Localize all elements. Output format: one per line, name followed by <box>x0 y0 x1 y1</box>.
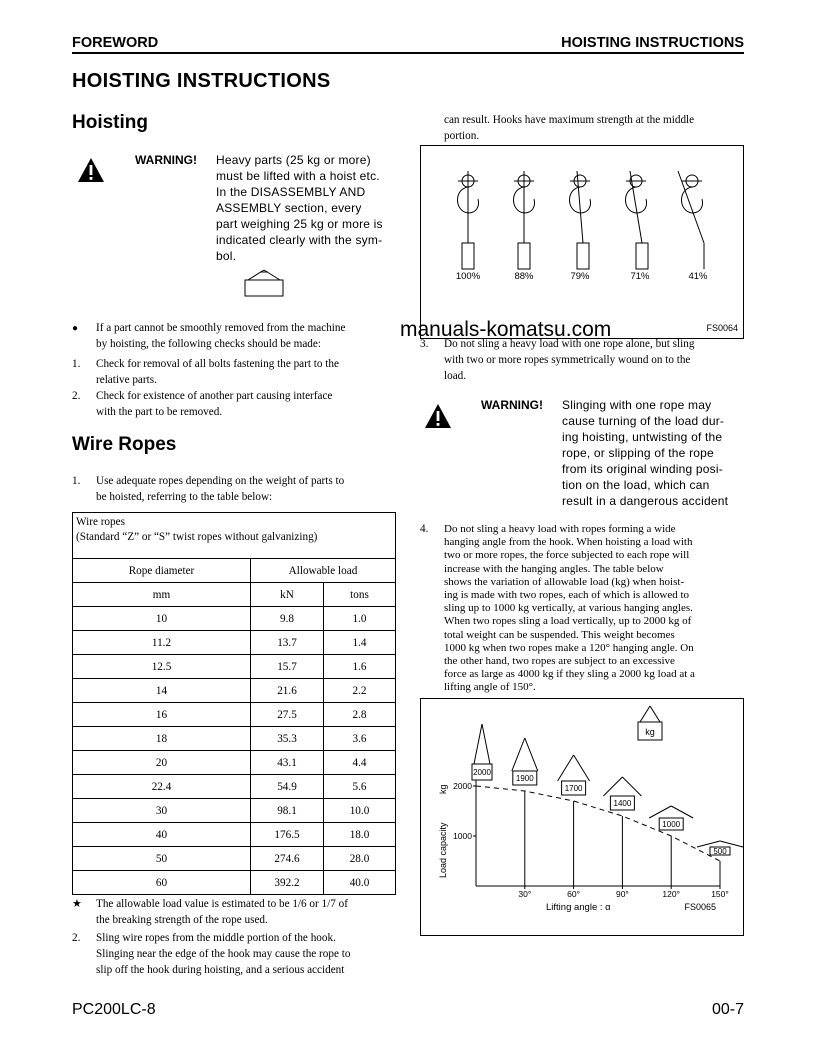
hook-71-icon <box>626 171 649 269</box>
rope-item-1: Use adequate ropes depending on the weight of parts to be hoisted, referring to the table below: <box>96 475 345 503</box>
check-marker-2: 2. <box>72 390 81 402</box>
sling-rope <box>574 755 590 781</box>
sling-rope <box>622 777 641 796</box>
allowable-load-note: The allowable load value is estimated to be 1/6 or 1/7 of the breaking strength of the rope used. <box>96 898 348 926</box>
sling-rope <box>649 806 671 818</box>
x-tick-label: 150° <box>711 889 729 899</box>
x-tick-label: 60° <box>567 889 581 899</box>
sling-rope <box>512 738 525 771</box>
warning-triangle-icon <box>423 402 453 430</box>
item-4: Do not sling a heavy load with ropes forming a wide hanging angle from the hook. When hoisting a load with two or more ropes, the force subjected to each rope will increase with the hanging angles. The table below shows the variation of allowable load (kg) when hoist- ing is made with two ropes, each of which is allowed to sling up to 1000 kg vertically, at various hanging angles. When two ropes sling a load vertically, up to 2000 kg of total weight can be suspended. This weight becomes 1000 kg when two ropes make a 120° hanging angle. On the other hand, two ropes are subject to an excessive force as large as 4000 kg if they sling a 2000 kg load at a lifting angle of 150°. <box>444 523 695 694</box>
table-caption: Wire ropes (Standard “Z” or “S” twist ropes without galvanizing) <box>73 513 396 559</box>
unit-mm: mm <box>73 583 251 607</box>
bullet-marker: ● <box>72 323 79 334</box>
watermark: manuals-komatsu.com <box>400 318 612 341</box>
table-row: 22.4 54.9 5.6 <box>73 775 396 799</box>
table-row: 11.2 13.7 1.4 <box>73 631 396 655</box>
load-value-label: 1000 <box>662 820 681 829</box>
x-tick-label: 30° <box>518 889 532 899</box>
header-section-title: FOREWORD <box>72 35 159 51</box>
load-capacity-chart <box>420 698 744 936</box>
hook-pct-1: 100% <box>455 271 481 282</box>
item-4-marker: 4. <box>420 523 429 535</box>
table-row: 20 43.1 4.4 <box>73 751 396 775</box>
sling-rope <box>482 724 490 764</box>
load-value-label: 500 <box>713 847 727 856</box>
table-row: 60 392.2 40.0 <box>73 871 396 895</box>
x-tick-label: 120° <box>662 889 680 899</box>
load-value-label: 1700 <box>564 784 583 793</box>
item-3: Do not sling a heavy load with one rope alone, but sling with two or more ropes symmetrically wound on to the load. <box>444 338 695 382</box>
load-value-label: 2000 <box>473 768 491 777</box>
x-axis-label: Lifting angle : α <box>546 902 611 913</box>
sling-rope <box>603 777 622 796</box>
hook-79-icon <box>570 171 591 269</box>
col-header-diameter: Rope diameter <box>73 559 251 583</box>
page-title: HOISTING INSTRUCTIONS <box>72 70 331 92</box>
hook-pct-5: 41% <box>688 271 708 282</box>
chart-figure-id: FS0065 <box>684 902 716 912</box>
warning-triangle-icon <box>76 156 106 184</box>
unit-kn: kN <box>251 583 324 607</box>
table-row: 30 98.1 10.0 <box>73 799 396 823</box>
hook-100-icon <box>458 171 479 269</box>
hoist-symbol-icon <box>242 268 286 298</box>
hoisting-heading: Hoisting <box>72 112 148 133</box>
warning-label: WARNING! <box>135 153 197 167</box>
sling-rope <box>525 738 538 771</box>
hook-pct-2: 88% <box>514 271 534 282</box>
check-item-1: Check for removal of all bolts fastening the part to the relative parts. <box>96 358 339 386</box>
check-item-2: Check for existence of another part causing interface with the part to be removed. <box>96 390 333 418</box>
hook-strength-figure <box>420 145 744 339</box>
y-unit-label: kg <box>438 784 448 794</box>
star-marker: ★ <box>72 898 83 910</box>
warning-text: Heavy parts (25 kg or more) must be lifted with a hoist etc. In the DISASSEMBLY AND ASSEMBLY section, every part weighing 25 kg or more is indicated clearly with the sym- bol. <box>216 153 383 263</box>
bullet-paragraph: If a part cannot be smoothly removed from the machine by hoisting, the following checks should be made: <box>96 322 346 350</box>
rope-item-1-marker: 1. <box>72 475 81 487</box>
header-rule <box>72 52 744 54</box>
table-row: 50 274.6 28.0 <box>73 847 396 871</box>
item-3-marker: 3. <box>420 338 429 350</box>
hook-88-icon <box>514 171 535 269</box>
footer-page-number: 00-7 <box>711 1001 744 1018</box>
sling-rope <box>474 724 482 764</box>
table-row: 16 27.5 2.8 <box>73 703 396 727</box>
col-header-load: Allowable load <box>251 559 396 583</box>
hook-figure-id: FS0064 <box>706 323 738 333</box>
rope-item-2: Sling wire ropes from the middle portion of the hook. Slinging near the edge of the hook may cause the rope to slip off the hook during hoisting, and a serious accident <box>96 932 351 976</box>
hook-pct-4: 71% <box>630 271 650 282</box>
hook-pct-3: 79% <box>570 271 590 282</box>
table-row: 10 9.8 1.0 <box>73 607 396 631</box>
kg-unit-box <box>638 706 662 740</box>
footer-model: PC200LC-8 <box>72 1001 156 1018</box>
y-tick-label: 1000 <box>453 831 472 841</box>
table-row: 12.5 15.7 1.6 <box>73 655 396 679</box>
sling-rope <box>558 755 574 781</box>
wire-rope-table <box>72 512 396 895</box>
rope-item-2-continued: can result. Hooks have maximum strength at the middle portion. <box>444 114 695 142</box>
load-value-label: 1400 <box>613 799 632 808</box>
rope-item-2-marker: 2. <box>72 932 81 944</box>
sling-rope <box>671 806 693 818</box>
y-axis-label: Load capacity <box>438 822 448 878</box>
table-row: 18 35.3 3.6 <box>73 727 396 751</box>
hooks-drawing <box>458 171 705 269</box>
x-tick-label: 90° <box>615 889 629 899</box>
wire-ropes-heading: Wire Ropes <box>72 434 177 455</box>
warning-text-2: Slinging with one rope may cause turning of the load dur- ing hoisting, untwisting of the rope, or slipping of the rope from its original winding posi- tion on the load, which can result in a dangerous accident <box>562 398 729 508</box>
chart-frame <box>421 699 744 936</box>
header-chapter-title: HOISTING INSTRUCTIONS <box>561 35 744 51</box>
load-value-label: 1900 <box>515 774 534 783</box>
kg-unit-label: kg <box>645 727 655 737</box>
check-marker-1: 1. <box>72 358 81 370</box>
unit-tons: tons <box>324 583 396 607</box>
hook-41-icon <box>678 171 704 269</box>
table-row: 14 21.6 2.2 <box>73 679 396 703</box>
table-row: 40 176.5 18.0 <box>73 823 396 847</box>
y-tick-label: 2000 <box>453 781 472 791</box>
warning-label-2: WARNING! <box>481 398 543 412</box>
